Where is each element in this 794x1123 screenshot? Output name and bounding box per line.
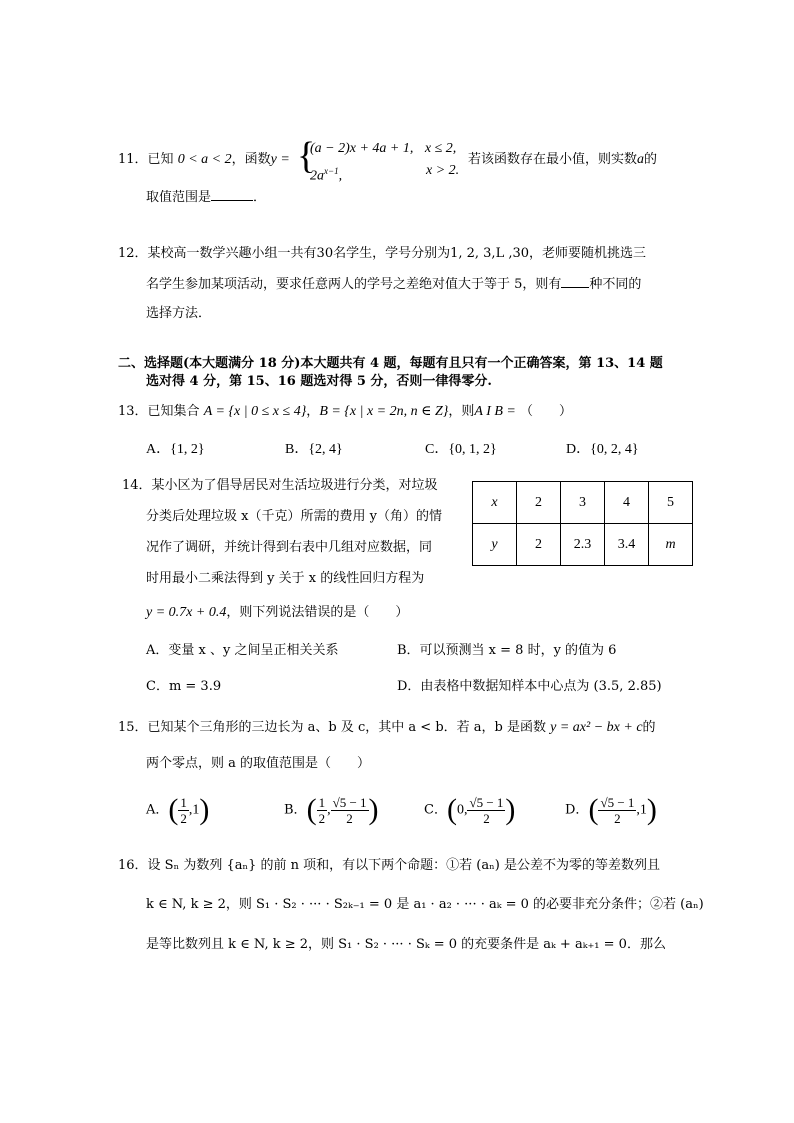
q15-comma: , — [188, 802, 193, 818]
q15-function: y = ax² − bx + c — [550, 720, 643, 735]
q15-option-a-label: A． — [146, 802, 169, 818]
q11-brace: { — [297, 135, 316, 177]
q11-answer-blank[interactable] — [211, 188, 253, 201]
q11-text4: 的 — [644, 152, 658, 167]
q11-piece1 — [310, 139, 456, 159]
q11-piece2-cond: x > 2. — [426, 163, 460, 178]
q11-text5: 取值范围是 — [146, 190, 212, 205]
q15-comma: , — [463, 802, 468, 818]
q13-option-c[interactable]: C．{0, 1, 2} — [425, 442, 497, 457]
q14-line4: 时用最小二乘法得到 y 关于 x 的线性回归方程为 — [146, 571, 425, 586]
q15-option-a[interactable] — [146, 790, 209, 832]
q15-sqrt-den: 2 — [483, 810, 490, 826]
q15-comma: , — [327, 802, 331, 818]
q15-paren: ( — [446, 793, 457, 826]
q14-option-a[interactable]: A．变量 x 、y 之间呈正相关关系 — [146, 643, 339, 658]
q16-line1 — [118, 856, 660, 876]
q15-option-c[interactable] — [424, 790, 515, 832]
q15-sqrt-num: √5 − 1 — [600, 794, 635, 810]
q12-text1: 某校高一数学兴趣小组一共有30名学生，学号分别为1, 2, 3,L ,30，老师要随机挑选三 — [147, 246, 647, 261]
q15-zero: 0 — [456, 802, 464, 818]
q11-line1-tail — [468, 150, 657, 170]
q16-line3: 是等比数列且 k ∈ N, k ≥ 2，则 S₁ · S₂ · ··· · Sₖ = 0 的充要条件是 aₖ + aₖ₊₁ = 0．那么 — [146, 937, 666, 952]
q14-data-table — [472, 481, 693, 566]
q15-frac — [317, 795, 328, 826]
q13-ask: A I B = — [474, 404, 516, 419]
table-cell: 2 — [517, 524, 561, 566]
q11-number: 11． — [118, 152, 148, 167]
q15-paren: ( — [306, 793, 317, 826]
q15-option-d-label: D． — [565, 802, 589, 818]
q15-sqrt-num: √5 − 1 — [332, 794, 367, 810]
q14-option-d[interactable]: D．由表格中数据知样本中心点为 (3.5, 2.85) — [397, 679, 662, 694]
table-cell: 5 — [649, 482, 693, 524]
q11-line2 — [146, 188, 266, 208]
q11-piece2-comma: , — [338, 168, 343, 184]
table-cell: 3 — [561, 482, 605, 524]
q11-condition: 0 < a < 2 — [177, 152, 232, 167]
q15-half-den: 2 — [318, 810, 326, 826]
q14-line1 — [122, 476, 438, 496]
q15-frac — [598, 795, 636, 826]
table-cell: 3.4 — [605, 524, 649, 566]
q16-line2: k ∈ N, k ≥ 2，则 S₁ · S₂ · ··· · S₂ₖ₋₁ = 0 是 a₁ · a₂ · ··· · aₖ = 0 的必要非充分条件；②若 (aₙ) — [146, 897, 704, 912]
q16-number: 16． — [118, 858, 148, 873]
q15-one: 1 — [192, 802, 200, 818]
q15-frac — [178, 795, 189, 826]
q11-piece2 — [310, 161, 460, 187]
section2-heading-line1: 二、选择题(本大题满分 18 分)本大题共有 4 题，每题有且只有一个正确答案，第 13、14 题 — [118, 356, 663, 371]
q11-text3: 若该函数存在最小值，则实数 — [468, 152, 638, 167]
q15-half-num: 1 — [180, 794, 187, 810]
q15-sqrt-num: √5 − 1 — [469, 794, 504, 810]
table-cell: 4 — [605, 482, 649, 524]
q12-number: 12． — [118, 246, 148, 261]
q12-line2 — [146, 275, 641, 295]
table-cell: 2 — [517, 482, 561, 524]
q15-paren: ) — [646, 793, 657, 826]
q15-one: 1 — [639, 802, 647, 818]
q14-line5 — [146, 603, 408, 623]
q15-frac — [331, 795, 369, 826]
q15-text1: 已知某个三角形的三边长为 a、b 及 c，其中 a < b．若 a，b 是函数 — [147, 720, 546, 735]
q14-option-c[interactable]: C．m = 3.9 — [146, 679, 222, 694]
q13-stem — [118, 402, 572, 422]
q15-paren: ( — [588, 793, 599, 826]
q15-half-num: 1 — [318, 794, 326, 810]
q15-option-b[interactable] — [284, 790, 379, 832]
q14-text1: 某小区为了倡导居民对生活垃圾进行分类，对垃圾 — [151, 478, 438, 493]
q15-half-den: 2 — [180, 810, 187, 826]
section2-heading-line2: 选对得 4 分，第 15、16 题选对得 5 分，否则一律得零分. — [146, 374, 492, 389]
q12-text2: 名学生参加某项活动，要求任意两人的学号之差绝对值大于等于 5，则有 — [146, 277, 562, 292]
q13-set-b: B = {x | x = 2n, n ∈ Z} — [319, 404, 449, 419]
q13-number: 13． — [118, 404, 148, 419]
q15-frac — [467, 795, 505, 826]
table-cell: m — [649, 524, 693, 566]
q11-piece2-exponent: x−1 — [324, 166, 339, 176]
q15-paren: ) — [505, 793, 516, 826]
q15-sqrt-den: 2 — [346, 810, 353, 826]
q15-paren: ) — [368, 793, 379, 826]
q11-text: 已知 — [147, 152, 174, 167]
q11-var-a: a — [637, 152, 645, 167]
q12-line3 — [146, 304, 211, 324]
q14-number: 14． — [122, 478, 152, 493]
table-row — [473, 482, 693, 524]
q12-answer-blank[interactable] — [561, 275, 589, 288]
q13-text1: 已知集合 — [147, 404, 200, 419]
q15-text2: 的 — [642, 720, 656, 735]
q15-option-b-label: B． — [284, 802, 307, 818]
table-cell: y — [473, 524, 517, 566]
q13-option-a[interactable]: A．{1, 2} — [146, 442, 205, 457]
q11-end: ． — [253, 190, 267, 205]
q15-sqrt-den: 2 — [614, 810, 621, 826]
q15-paren: ( — [168, 793, 179, 826]
q14-text5: ，则下列说法错误的是（ ） — [226, 605, 409, 620]
q11-text2: ，函数 — [231, 152, 271, 167]
q15-option-d[interactable] — [565, 790, 657, 832]
q15-number: 15． — [118, 720, 148, 735]
table-cell: 2.3 — [561, 524, 605, 566]
q13-option-b[interactable]: B．{2, 4} — [285, 442, 343, 457]
q15-line2: 两个零点，则 a 的取值范围是（ ） — [146, 756, 371, 771]
q11-piece1-cond: x ≤ 2, — [424, 141, 457, 156]
q15-option-c-label: C． — [424, 802, 447, 818]
q13-answer-bracket[interactable]: （ ） — [520, 404, 573, 419]
q15-line1 — [118, 718, 656, 738]
table-cell: x — [473, 482, 517, 524]
q14-regression-eq: y = 0.7x + 0.4 — [146, 605, 227, 620]
q15-paren: ) — [199, 793, 210, 826]
q11-piece2-expr: 2a — [310, 168, 324, 184]
q14-line3: 况作了调研，并统计得到右表中几组对应数据，同 — [146, 540, 433, 555]
q13-text2: ，则 — [448, 404, 475, 419]
q13-set-a: A = {x | 0 ≤ x ≤ 4} — [203, 404, 307, 419]
q12-text3: 种不同的 — [589, 277, 642, 292]
q14-option-b[interactable]: B．可以预测当 x = 8 时，y 的值为 6 — [397, 643, 617, 658]
q11-function-y: y = — [270, 152, 290, 167]
q13-option-d[interactable]: D．{0, 2, 4} — [566, 442, 639, 457]
q11-piece1-expr: (a − 2)x + 4a + 1, — [310, 141, 414, 156]
q16-text1: 设 Sₙ 为数列 {aₙ} 的前 n 项和，有以下两个命题：①若 (aₙ) 是公差不为零的等差数列且 — [147, 858, 660, 873]
q12-text4: 选择方法． — [146, 306, 212, 321]
q12-line1 — [118, 244, 646, 264]
q13-sep: ， — [306, 404, 320, 419]
table-row — [473, 524, 693, 566]
q11-line1 — [118, 150, 290, 170]
q14-line2: 分类后处理垃圾 x（千克）所需的费用 y（角）的情 — [146, 509, 442, 524]
q15-comma: , — [636, 802, 640, 818]
